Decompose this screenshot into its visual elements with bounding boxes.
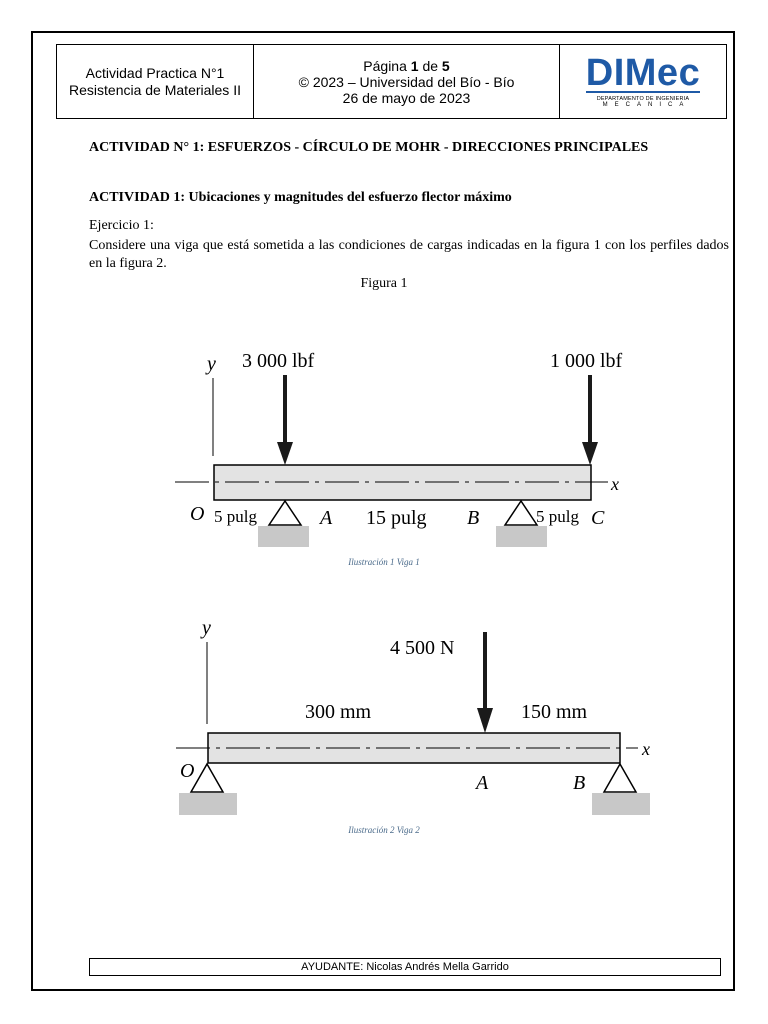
arrowhead-icon [277,442,293,465]
load-label: 4 500 N [390,637,455,659]
logo-subtitle: DEPARTAMENTO DE INGENIERIA [596,96,690,102]
point-o-label: O [190,503,205,525]
arrowhead-icon [582,442,598,465]
ground-b [496,526,547,547]
activity-title: ACTIVIDAD N° 1: ESFUERZOS - CÍRCULO DE MOHR - DIRECCIONES PRINCIPALES [89,140,649,155]
ground-b [592,793,650,815]
support-b-icon [604,764,636,792]
footer-assistant: AYUDANTE: Nicolas Andrés Mella Garrido [89,958,721,976]
figure-label: Figura 1 [360,276,408,291]
date: 26 de mayo de 2023 [342,89,471,106]
exercise-label: Ejercicio 1: [89,218,154,233]
beam-1-diagram [175,350,623,547]
beam-2-diagram [176,617,650,815]
load-right-label: 1 000 lbf [550,350,623,372]
support-o-icon [191,764,223,792]
dim-2-label: 15 pulg [366,507,427,529]
beam-2-y-label: y [202,617,211,639]
activity-name: Actividad Practica N°1 [85,64,225,81]
dim-1-label: 5 pulg [214,507,257,526]
load-left-label: 3 000 lbf [242,350,315,372]
caption-2: Ilustración 2 Viga 2 [348,825,420,835]
exercise-text: Considere una viga que está sometida a las condiciones de cargas indicadas en la figura 1 con los perfiles dados en la figura 2. [89,238,729,271]
arrowhead-icon [477,708,493,733]
ground-o [179,793,237,815]
dim-1-label: 300 mm [305,701,372,723]
point-a-label: A [320,507,333,529]
point-o-label: O [180,760,195,782]
dim-3-label: 5 pulg [536,507,579,526]
logo-text: DIMec [585,52,701,94]
beam-1-y-label: y [207,353,216,375]
dim-2-label: 150 mm [521,701,588,723]
point-c-label: C [591,507,605,529]
support-a-icon [269,501,301,525]
support-b-icon [505,501,537,525]
ground-a [258,526,309,547]
caption-1: Ilustración 1 Viga 1 [348,557,420,567]
activity-subtitle: ACTIVIDAD 1: Ubicaciones y magnitudes del esfuerzo flector máximo [89,190,512,205]
logo-subtitle-2: MECANICA [602,102,691,108]
beam-1-x-label: x [611,474,619,494]
copyright: © 2023 – Universidad del Bío - Bío [298,73,515,90]
point-a-label: A [476,772,489,794]
page-number: Página 1 de 5 [363,57,450,74]
point-b-label: B [467,507,480,529]
course-name: Resistencia de Materiales II [69,81,241,98]
point-b-label: B [573,772,586,794]
beam-2-x-label: x [642,739,650,759]
